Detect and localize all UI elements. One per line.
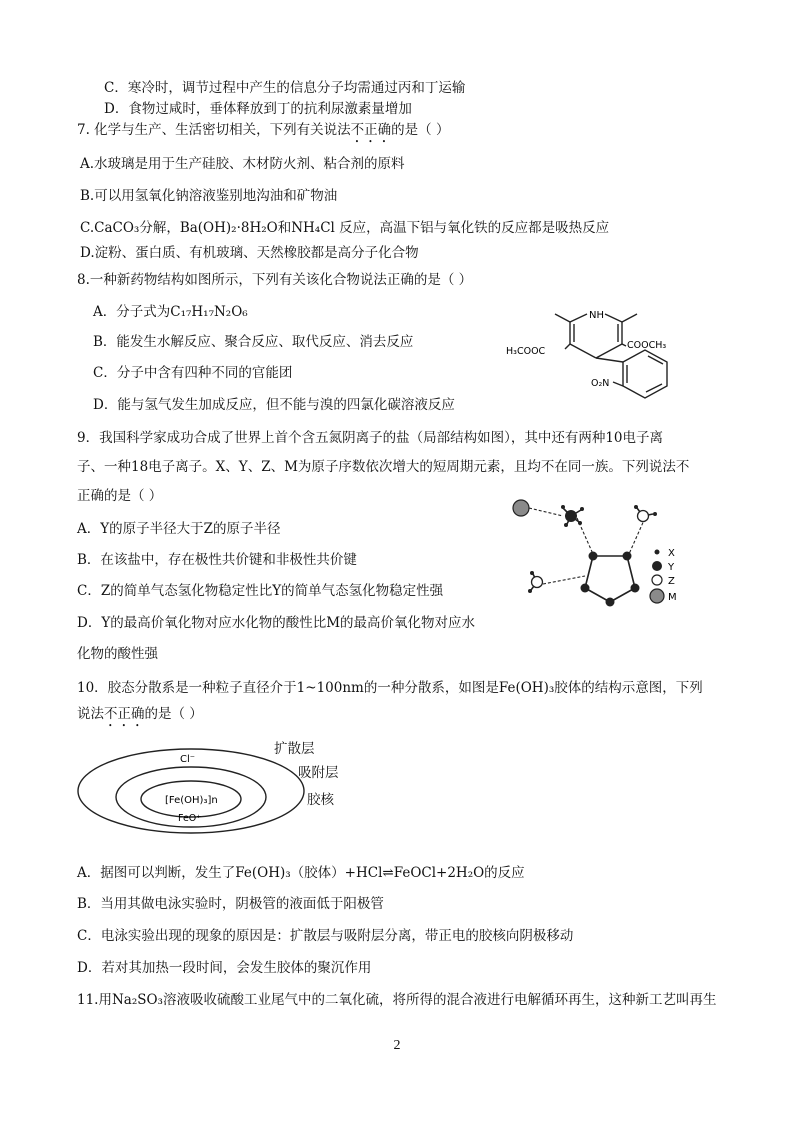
left-ester-label: H₃COOC: [506, 346, 546, 357]
q7-option-c: C.CaCO₃分解，Ba(OH)₂·8H₂O和NH₄Cl 反应，高温下铝与氧化铁的反应都是吸热反应: [80, 220, 610, 236]
q11-stem-line1: 11.用Na₂SO₃溶液吸收硫酸工业尾气中的二氧化硫，将所得的混合液进行电解循环再生，这种新工艺叫再生: [77, 992, 717, 1008]
q9-option-d-line1: D．Y的最高价氧化物对应水化物的酸性比M的最高价氧化物对应水: [77, 615, 476, 631]
q8-structure-diagram: [505, 300, 695, 400]
q7-emphasis: 不正确: [350, 122, 392, 138]
legend-y: Y: [668, 562, 675, 573]
legend-x: X: [668, 548, 675, 559]
q9-option-c: C．Z的简单气态氢化物稳定性比Y的简单气态氢化物稳定性强: [77, 583, 444, 599]
q7-option-b: B.可以用氢氧化钠溶液鉴别地沟油和矿物油: [80, 188, 338, 204]
q7-option-d: D.淀粉、蛋白质、有机玻璃、天然橡胶都是高分子化合物: [80, 245, 419, 261]
core-formula-label: [Fe(OH)₃]n: [165, 795, 218, 806]
cl-ion-label: Cl⁻: [180, 754, 196, 765]
q6-option-c: C．寒冷时，调节过程中产生的信息分子均需通过丙和丁运输: [104, 80, 466, 96]
q7-option-a: A.水玻璃是用于生产硅胶、木材防火剂、粘合剂的原料: [80, 156, 405, 172]
q10-option-b: B．当用其做电泳实验时，阴极管的液面低于阳极管: [77, 896, 384, 912]
nh-label: NH: [589, 310, 604, 321]
q7-stem: 7. 化学与生产、生活密切相关，下列有关说法不正确的是（ ）: [77, 122, 450, 138]
m-atom: [513, 500, 529, 516]
page-number: 2: [393, 1038, 401, 1053]
legend-z: Z: [668, 576, 675, 587]
feo-ion-label: FeO⁺: [178, 813, 202, 824]
q8-option-d: D．能与氢气发生加成反应，但不能与溴的四氯化碳溶液反应: [93, 397, 455, 413]
q6-option-d: D．食物过咸时，垂体释放到丁的抗利尿激素量增加: [104, 101, 412, 117]
q10-option-c: C．电泳实验出现的现象的原因是：扩散层与吸附层分离，带正电的胶核向阴极移动: [77, 928, 574, 944]
q8-stem: 8.一种新药物结构如图所示，下列有关该化合物说法正确的是（ ）: [77, 272, 473, 288]
q10-stem-line1: 10．胶态分散系是一种粒子直径介于1~100nm的一种分散系，如图是Fe(OH)₃胶体的结构示意图，下列: [77, 680, 703, 696]
right-ester-label: COOCH₃: [627, 340, 667, 351]
q8-option-b: B．能发生水解反应、聚合反应、取代反应、消去反应: [93, 334, 414, 350]
q10-stem-line2: 说法不正确的是（ ）: [77, 706, 203, 722]
q10-colloid-diagram: [76, 735, 376, 835]
q9-option-d-line2: 化物的酸性强: [77, 646, 158, 662]
q9-stem-line2: 子、一种18电子离子。X、Y、Z、M为原子序数依次增大的短周期元素，且均不在同一族。下列说法不: [77, 459, 690, 475]
nitro-label: O₂N: [591, 378, 610, 389]
q10-emphasis: 不正确: [104, 706, 145, 722]
q9-option-b: B．在该盐中，存在极性共价键和非极性共价键: [77, 552, 357, 568]
legend-m: M: [668, 592, 677, 603]
q8-option-c: C．分子中含有四种不同的官能团: [93, 365, 293, 381]
q9-stem-line1: 9．我国科学家成功合成了世界上首个含五氮阴离子的盐（局部结构如图），其中还有两种10电子离: [77, 430, 664, 446]
diffuse-layer-label: 扩散层: [274, 741, 315, 757]
q9-stem-line3: 正确的是（ ）: [77, 488, 163, 504]
adsorption-layer-label: 吸附层: [298, 765, 339, 781]
q8-option-a: A．分子式为C₁₇H₁₇N₂O₆: [93, 304, 248, 320]
colloid-core-label: 胶核: [307, 792, 334, 808]
q9-structure-diagram: [505, 492, 705, 612]
q9-option-a: A．Y的原子半径大于Z的原子半径: [77, 521, 281, 537]
q10-option-d: D．若对其加热一段时间，会发生胶体的聚沉作用: [77, 960, 372, 976]
q10-option-a: A．据图可以判断，发生了Fe(OH)₃（胶体）+HCl⇌FeOCl+2H₂O的反应: [77, 865, 525, 881]
